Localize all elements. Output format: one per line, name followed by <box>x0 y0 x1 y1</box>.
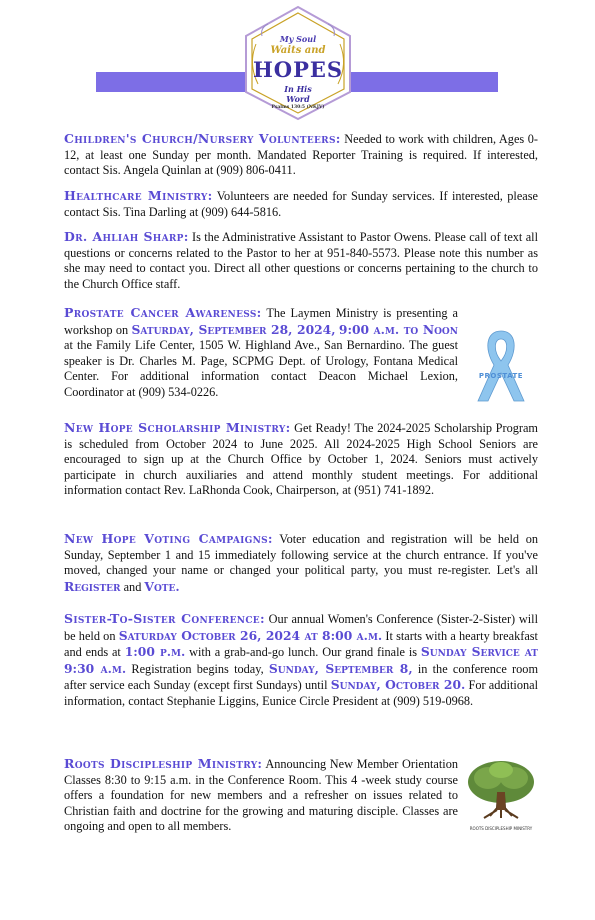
highlight-end-time: 1:00 p.m. <box>124 644 186 659</box>
section-heading: Sister-To-Sister Conference: <box>64 611 265 626</box>
ribbon-label: PROSTATE <box>478 372 524 380</box>
emblem-line-5: Word <box>286 94 310 104</box>
section-text: Is the Administrative Assistant to Pastor Owens. Please call of text all questions or concerns related to the Pastor to her at 951-840-5573. Please note this number as she may need to contact you. Direct all other questions or concerns pertaining to the church to the Church Office staff. <box>64 230 538 291</box>
section-sister-conference <box>64 611 538 709</box>
highlight-deadline: Sunday, October 20. <box>330 677 466 692</box>
section-scholarship <box>64 420 538 499</box>
section-text: For additional information, contact Stephanie Liggins, Eunice Circle President at (909) 519-0968. <box>64 678 538 708</box>
section-text: Get Ready! The 2024-2025 Scholarship Program is scheduled from October 2024 to June 2025. All 2024-2025 High School Seniors are encouraged to sign up at the Church Office by October 1, 2024. Seniors must actively participate in church auxiliaries and attend monthly student meetings. For additional information contact Rev. LaRhonda Cook, Chairperson, at (951) 741-1892. <box>64 421 538 497</box>
tree-caption: ROOTS DISCIPLESHIP MINISTRY <box>469 826 533 831</box>
emblem-logo <box>238 4 358 122</box>
tree-icon <box>464 758 538 838</box>
section-text: Needed to work with children, Ages 0-12, at least one Sunday per month. Mandated Reporter Training is required. If interested, contact Sis. Angela Quinlan at (909) 806-0411. <box>64 132 538 177</box>
emblem-line-4: In His <box>284 84 312 94</box>
section-text: Registration begins today, <box>126 661 269 676</box>
highlight-vote: Vote. <box>144 578 180 594</box>
highlight-date: Saturday October 26, 2024 at 8:00 a.m. <box>118 627 383 643</box>
highlight-date: Saturday, September 28, 2024, <box>131 321 336 337</box>
highlight-service: Sunday Service at 9:30 a.m. <box>64 644 538 676</box>
section-childrens-church <box>64 131 538 179</box>
section-text: Our annual Women's Conference (Sister-2-Sister) will be held on <box>64 612 538 643</box>
emblem-line-3: HOPES <box>252 57 344 82</box>
section-text: The Laymen Ministry is presenting a workshop on <box>64 306 458 337</box>
section-text: Announcing New Member Orientation Classes 8:30 to 9:15 a.m. in the Conference Room. This 4 -week study course offers a foundation for new members and a refresher on issues related to Christian faith and doctrine for the growing and maturing disciple. Classes are ongoing and open to all members. <box>64 757 458 833</box>
section-heading: New Hope Scholarship Ministry: <box>64 420 291 435</box>
section-voting <box>64 531 538 595</box>
section-heading: Healthcare Ministry: <box>64 188 213 203</box>
section-prostate <box>64 305 538 405</box>
section-heading: Prostate Cancer Awareness: <box>64 305 262 320</box>
section-healthcare <box>64 188 538 220</box>
emblem-line-1: My Soul <box>279 34 317 44</box>
section-heading: Roots Discipleship Ministry: <box>64 756 263 771</box>
section-text: Voter education and registration will be held on Sunday, September 1 and 15 immediately following service at the church entrance. If you've moved, changed your name or changed your political party, you must re-register. Let's all <box>64 532 538 577</box>
awareness-ribbon-icon <box>464 327 538 405</box>
highlight-registration-date: Sunday, September 8, <box>268 660 413 676</box>
header <box>0 0 595 128</box>
section-roots <box>64 756 538 838</box>
emblem-line-2: Waits and <box>270 45 326 56</box>
section-text: at the Family Life Center, 1505 W. Highland Ave., San Bernardino. The guest speaker is Dr. Charles M. Page, SCPMG Dept. of Urology, Fontana Medical Center. For additional information contact Deacon Michael Lexion, Coordinator at (909) 534-0226. <box>64 338 458 399</box>
section-heading: Dr. Ahliah Sharp: <box>64 229 189 244</box>
emblem-line-6: Psalms 130:5 (NKJV) <box>271 105 325 110</box>
section-text: and <box>120 579 145 594</box>
highlight-time: 9:00 a.m. to Noon <box>338 321 458 337</box>
section-heading: New Hope Voting Campaigns: <box>64 531 273 546</box>
section-text: It starts with a hearty breakfast and ends at <box>64 628 538 659</box>
section-text: Volunteers are needed for Sunday services. If interested, please contact Sis. Tina Darling at (909) 644-5816. <box>64 189 538 219</box>
section-heading: Children's Church/Nursery Volunteers: <box>64 131 341 146</box>
section-dr-sharp <box>64 229 538 292</box>
section-text: in the conference room after service each Sunday (except first Sundays) until <box>64 661 539 692</box>
section-text: with a grab-and-go lunch. Our grand finale is <box>185 645 421 659</box>
highlight-register: Register <box>64 578 121 594</box>
